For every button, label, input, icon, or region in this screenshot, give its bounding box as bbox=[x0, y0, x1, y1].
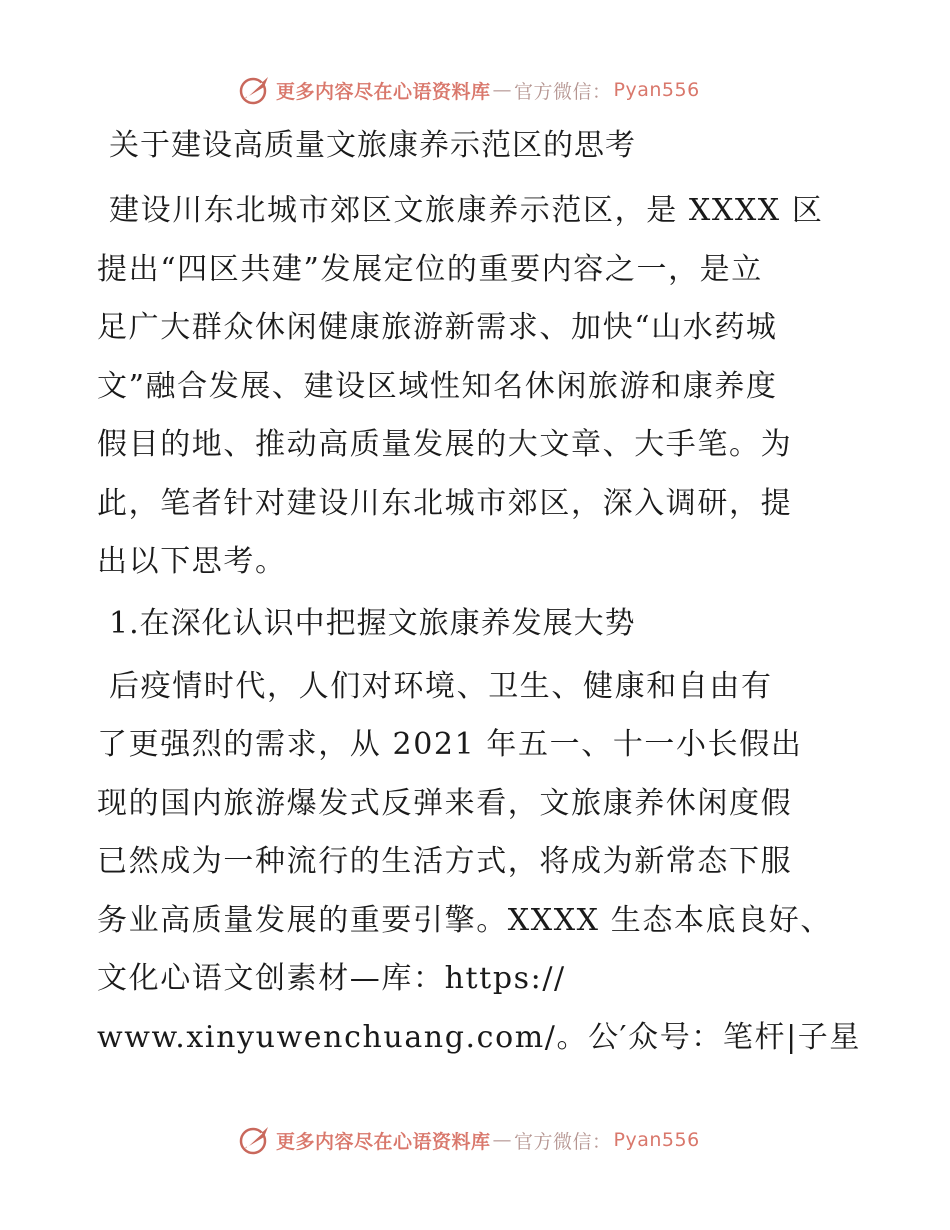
watermark-main-text: 更多内容尽在心语资料库 bbox=[276, 1130, 491, 1153]
text-line: 假目的地、推动高质量发展的大文章、大手笔。为 bbox=[97, 427, 793, 462]
quill-logo-icon bbox=[238, 1123, 272, 1157]
paragraph-section-1 bbox=[97, 658, 861, 1068]
text-line: 已然成为一种流行的生活方式，将成为新常态下服 bbox=[97, 844, 793, 879]
watermark-separator: — bbox=[492, 79, 513, 101]
text-line: 文”融合发展、建设区域性知名休闲旅游和康养度 bbox=[97, 368, 778, 404]
watermark-wechat-id: Pyan556 bbox=[613, 1129, 700, 1151]
text-line: 出以下思考。 bbox=[97, 544, 287, 579]
watermark-header bbox=[238, 72, 700, 108]
quill-logo-icon bbox=[238, 73, 272, 107]
watermark-wechat-label: 官方微信： bbox=[514, 80, 612, 103]
paragraph-intro bbox=[97, 182, 857, 592]
watermark-wechat-id: Pyan556 bbox=[613, 79, 700, 101]
text-line: 现的国内旅游爆发式反弹来看，文旅康养休闲度假 bbox=[97, 785, 793, 821]
text-line: 务业高质量发展的重要引擎。XXXX 生态本底良好、 bbox=[97, 902, 832, 938]
text-line: 了更强烈的需求，从 2021 年五一、十一小长假出 bbox=[97, 727, 803, 762]
document-body bbox=[97, 122, 861, 1067]
text-line: 文化心语文创素材—库：https:// bbox=[97, 961, 566, 996]
text-line: www.xinyuwenchuang.com/。公′众号：笔杆|子星 bbox=[97, 1019, 861, 1055]
watermark-footer bbox=[238, 1122, 700, 1158]
text-line: 提出“四区共建”发展定位的重要内容之一，是立 bbox=[97, 251, 763, 287]
text-line: 后疫情时代，人们对环境、卫生、健康和自由有 bbox=[109, 668, 773, 704]
section-heading-1: 1.在深化认识中把握文旅康养发展大势 bbox=[109, 605, 636, 641]
watermark-wechat-label: 官方微信： bbox=[514, 1130, 612, 1153]
text-line: 此，笔者针对建设川东北城市郊区，深入调研，提 bbox=[97, 485, 793, 521]
watermark-separator: — bbox=[492, 1129, 513, 1151]
document-title: 关于建设高质量文旅康养示范区的思考 bbox=[109, 128, 636, 163]
text-line: 足广大群众休闲健康旅游新需求、加快“山水药城 bbox=[97, 310, 778, 345]
text-line: 建设川东北城市郊区文旅康养示范区，是 XXXX 区 bbox=[109, 193, 824, 228]
watermark-main-text: 更多内容尽在心语资料库 bbox=[276, 80, 491, 103]
